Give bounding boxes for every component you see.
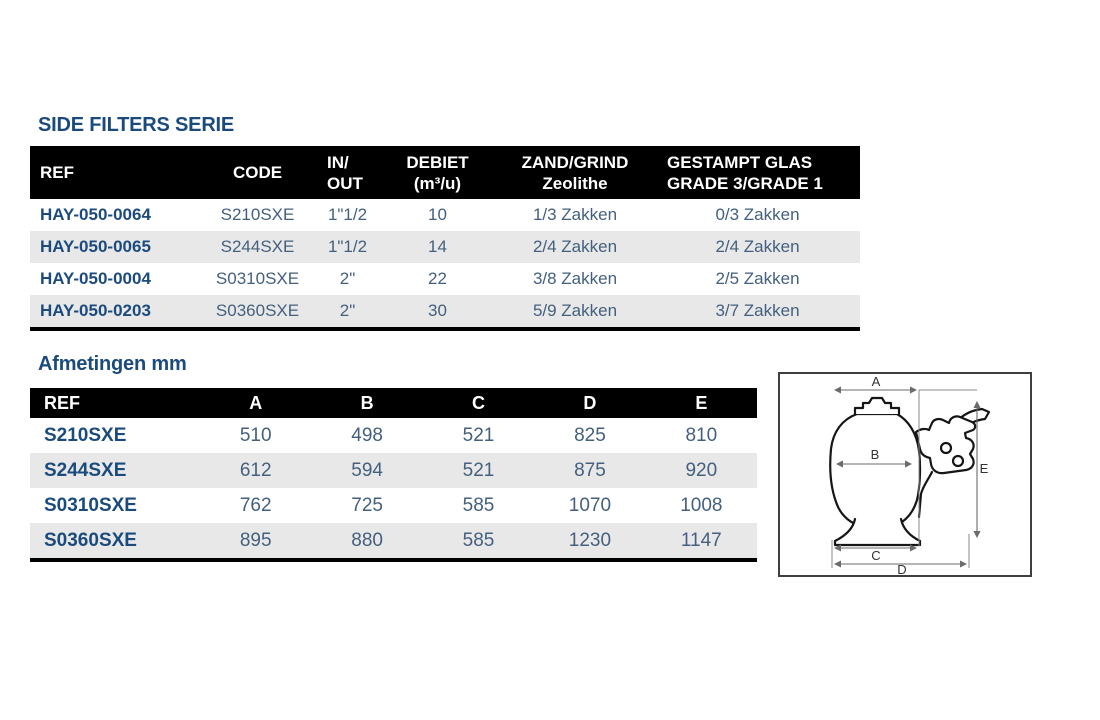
ref-cell: S244SXE xyxy=(44,459,127,481)
table2-bottom-rule xyxy=(30,558,757,562)
debiet-cell: 22 xyxy=(428,269,447,288)
table-row xyxy=(30,523,757,558)
table2-header-a: A xyxy=(249,392,263,413)
table1-header-code: CODE xyxy=(232,163,283,182)
debiet-cell: 30 xyxy=(428,301,447,320)
zand-cell: 5/9 Zakken xyxy=(532,301,618,320)
table2-title: Afmetingen mm xyxy=(38,353,187,375)
table2-header-d: D xyxy=(583,392,597,413)
table1-header-inout-line2: OUT xyxy=(327,173,363,193)
table2-header-c: C xyxy=(472,392,486,413)
dim-b-cell: 498 xyxy=(351,424,383,446)
ref-cell: HAY-050-0064 xyxy=(40,205,151,224)
dim-c-cell: 521 xyxy=(462,424,495,446)
dim-d-cell: 875 xyxy=(574,459,606,481)
ref-cell: HAY-050-0065 xyxy=(40,237,151,256)
table-row xyxy=(30,488,757,523)
dim-c-cell: 585 xyxy=(462,494,495,516)
ref-cell: HAY-050-0004 xyxy=(40,269,151,288)
dim-b-cell: 880 xyxy=(351,529,383,551)
dim-d-cell: 1230 xyxy=(568,529,612,551)
code-cell: S0310SXE xyxy=(215,269,300,288)
table-row xyxy=(30,295,860,327)
zand-cell: 2/4 Zakken xyxy=(532,237,618,256)
dim-e-cell: 810 xyxy=(685,424,718,446)
table-row xyxy=(30,199,860,231)
table1-header-inout xyxy=(315,152,380,194)
debiet-cell: 14 xyxy=(428,237,447,256)
dim-b-cell: 594 xyxy=(351,459,383,481)
dim-label-e: E xyxy=(979,461,989,476)
table1-header-zand xyxy=(495,152,655,194)
tank-outline xyxy=(830,398,920,545)
table1-header-glas-line2: GRADE 3/GRADE 1 xyxy=(667,173,823,193)
table-row xyxy=(30,418,757,453)
table1-title: SIDE FILTERS SERIE xyxy=(38,114,235,136)
ref-cell: S0310SXE xyxy=(44,494,137,516)
filter-dimension-diagram xyxy=(778,372,1032,577)
table2-header-ref: REF xyxy=(44,392,80,413)
table-row xyxy=(30,263,860,295)
glas-cell: 3/7 Zakken xyxy=(715,301,800,320)
zand-cell: 1/3 Zakken xyxy=(532,205,618,224)
dim-label-c: C xyxy=(871,548,881,563)
table-row xyxy=(30,453,757,488)
ref-cell: S210SXE xyxy=(44,424,127,446)
dim-c-cell: 521 xyxy=(462,459,495,481)
table2-header-row xyxy=(30,388,757,418)
dim-a-cell: 895 xyxy=(239,529,272,551)
glas-cell: 0/3 Zakken xyxy=(715,205,800,224)
dim-label-d: D xyxy=(897,562,907,575)
code-cell: S0360SXE xyxy=(215,301,300,320)
dim-a-cell: 510 xyxy=(239,424,272,446)
ref-cell: S0360SXE xyxy=(44,529,137,551)
dim-d-cell: 825 xyxy=(574,424,606,446)
dim-c-cell: 585 xyxy=(462,529,495,551)
dim-a-cell: 762 xyxy=(239,494,272,516)
table1-header-glas-line1: GESTAMPT GLAS xyxy=(667,152,813,172)
table-row xyxy=(30,231,860,263)
table1-header-glas xyxy=(655,152,860,194)
table1-bottom-rule xyxy=(30,327,860,331)
glas-cell: 2/4 Zakken xyxy=(715,237,800,256)
table1-header-inout-line1: IN/ xyxy=(327,152,349,172)
dim-label-b: B xyxy=(870,447,880,462)
table1-header-zand-line2: Zeolithe xyxy=(542,173,608,193)
inout-cell: 1"1/2 xyxy=(327,237,368,256)
table2-header-b: B xyxy=(360,392,374,413)
dim-a-cell: 612 xyxy=(239,459,272,481)
code-cell: S210SXE xyxy=(220,205,295,224)
dim-label-a: A xyxy=(871,374,881,389)
code-cell: S244SXE xyxy=(220,237,295,256)
inout-cell: 1"1/2 xyxy=(327,205,368,224)
table1-header-ref: REF xyxy=(40,163,74,182)
table1-header-debiet xyxy=(380,152,495,194)
dim-e-cell: 1147 xyxy=(680,529,722,551)
debiet-cell: 10 xyxy=(428,205,447,224)
dim-e-cell: 1008 xyxy=(680,494,723,516)
table1-header-row xyxy=(30,146,860,199)
dim-d-cell: 1070 xyxy=(568,494,612,516)
inout-cell: 2" xyxy=(339,269,356,288)
glas-cell: 2/5 Zakken xyxy=(715,269,800,288)
dimensions-table xyxy=(30,388,757,562)
ref-cell: HAY-050-0203 xyxy=(40,301,151,320)
table1-header-zand-line1: ZAND/GRIND xyxy=(521,152,629,172)
side-filter-schematic xyxy=(780,374,1030,575)
table2-header-e: E xyxy=(695,392,708,413)
side-filters-table xyxy=(30,146,860,331)
table1-header-debiet-line1: DEBIET xyxy=(406,152,469,172)
dim-b-cell: 725 xyxy=(351,494,383,516)
dim-e-cell: 920 xyxy=(685,459,718,481)
zand-cell: 3/8 Zakken xyxy=(532,269,618,288)
table1-header-debiet-line2: (m³/u) xyxy=(413,173,462,193)
multiport-valve xyxy=(916,409,989,517)
inout-cell: 2" xyxy=(339,301,356,320)
